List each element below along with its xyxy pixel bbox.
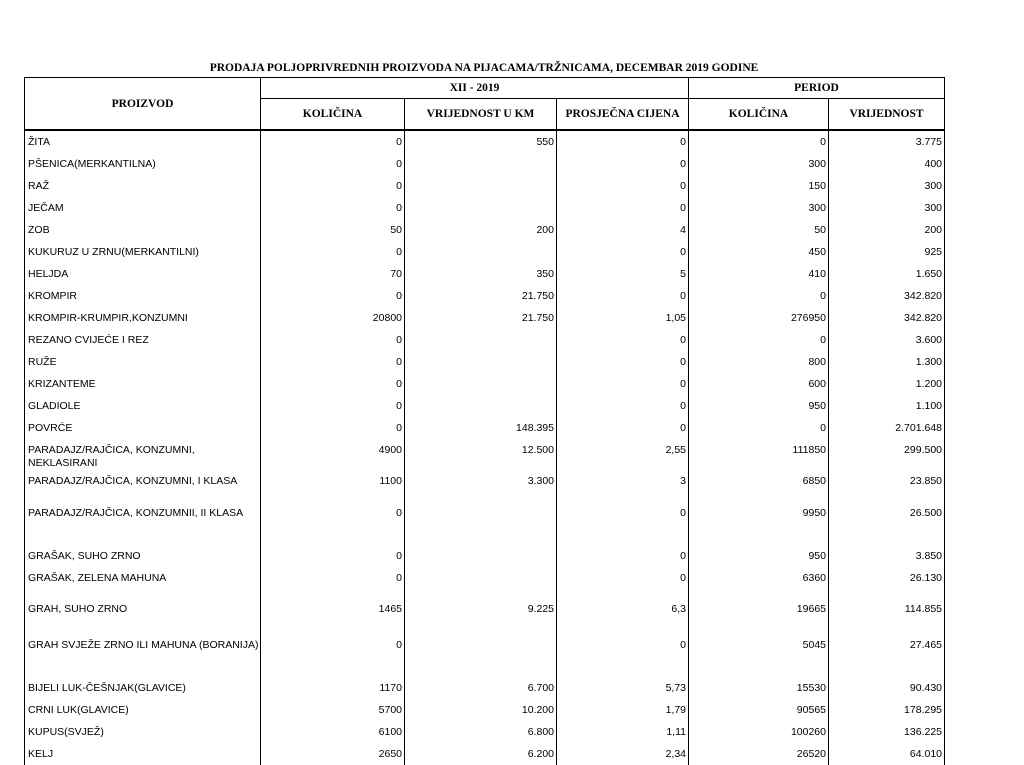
value-cell [405, 241, 557, 263]
value-cell: 200 [405, 219, 557, 241]
product-name: CRNI LUK(GLAVICE) [25, 699, 261, 721]
quantity-cell: 6100 [261, 721, 405, 743]
period-value-cell: 342.820 [829, 307, 945, 329]
value-cell [405, 197, 557, 219]
table-row [25, 197, 945, 219]
quantity-cell: 0 [261, 285, 405, 307]
avg-price-cell: 0 [557, 285, 689, 307]
quantity-cell: 0 [261, 395, 405, 417]
product-name: KRIZANTEME [25, 373, 261, 395]
product-name: KELJ [25, 743, 261, 765]
period-value-cell: 1.200 [829, 373, 945, 395]
header-period-quantity: KOLIČINA [689, 99, 829, 131]
period-quantity-cell: 6360 [689, 567, 829, 598]
value-cell: 148.395 [405, 417, 557, 439]
period-quantity-cell: 0 [689, 130, 829, 153]
avg-price-cell: 4 [557, 219, 689, 241]
value-cell [405, 153, 557, 175]
table-row [25, 677, 945, 699]
table-row [25, 439, 945, 470]
header-quantity: KOLIČINA [261, 99, 405, 131]
period-value-cell: 136.225 [829, 721, 945, 743]
quantity-cell: 20800 [261, 307, 405, 329]
period-quantity-cell: 15530 [689, 677, 829, 699]
table-row [25, 502, 945, 545]
table-row [25, 634, 945, 677]
product-name: KROMPIR [25, 285, 261, 307]
product-name: GRAH SVJEŽE ZRNO ILI MAHUNA (BORANIJA) [25, 634, 261, 677]
product-name: POVRĆE [25, 417, 261, 439]
header-period-group: PERIOD [689, 78, 945, 99]
avg-price-cell: 0 [557, 417, 689, 439]
table-row [25, 699, 945, 721]
value-cell [405, 502, 557, 545]
avg-price-cell: 1,11 [557, 721, 689, 743]
period-value-cell: 3.775 [829, 130, 945, 153]
product-name: ŽITA [25, 130, 261, 153]
value-cell: 350 [405, 263, 557, 285]
period-quantity-cell: 0 [689, 417, 829, 439]
report-title: PRODAJA POLJOPRIVREDNIH PROIZVODA NA PIJACAMA/TRŽNICAMA, DECEMBAR 2019 GODINE [209, 62, 759, 74]
header-period-value: VRIJEDNOST [829, 99, 945, 131]
table-row [25, 130, 945, 153]
product-name: GRAŠAK, ZELENA MAHUNA [25, 567, 261, 598]
table-body [25, 130, 945, 765]
header-avg-price: PROSJEČNA CIJENA [557, 99, 689, 131]
avg-price-cell: 0 [557, 634, 689, 677]
table-row [25, 285, 945, 307]
value-cell [405, 634, 557, 677]
avg-price-cell: 1,05 [557, 307, 689, 329]
avg-price-cell: 0 [557, 175, 689, 197]
period-value-cell: 1.100 [829, 395, 945, 417]
avg-price-cell: 0 [557, 567, 689, 598]
value-cell: 550 [405, 130, 557, 153]
period-value-cell: 27.465 [829, 634, 945, 677]
period-value-cell: 300 [829, 175, 945, 197]
sales-table [24, 77, 945, 765]
period-value-cell: 64.010 [829, 743, 945, 765]
quantity-cell: 2650 [261, 743, 405, 765]
product-name: HELJDA [25, 263, 261, 285]
quantity-cell: 4900 [261, 439, 405, 470]
period-value-cell: 300 [829, 197, 945, 219]
period-quantity-cell: 19665 [689, 598, 829, 634]
value-cell: 10.200 [405, 699, 557, 721]
period-value-cell: 299.500 [829, 439, 945, 470]
table-row [25, 743, 945, 765]
table-row [25, 598, 945, 634]
quantity-cell: 0 [261, 329, 405, 351]
product-name: RUŽE [25, 351, 261, 373]
period-value-cell: 200 [829, 219, 945, 241]
period-quantity-cell: 600 [689, 373, 829, 395]
avg-price-cell: 3 [557, 470, 689, 502]
value-cell [405, 373, 557, 395]
period-value-cell: 114.855 [829, 598, 945, 634]
value-cell: 21.750 [405, 307, 557, 329]
period-quantity-cell: 50 [689, 219, 829, 241]
period-quantity-cell: 150 [689, 175, 829, 197]
period-quantity-cell: 5045 [689, 634, 829, 677]
value-cell [405, 395, 557, 417]
avg-price-cell: 0 [557, 197, 689, 219]
table-row [25, 470, 945, 502]
header-product: PROIZVOD [25, 78, 261, 131]
period-quantity-cell: 9950 [689, 502, 829, 545]
table-row [25, 373, 945, 395]
product-name: ZOB [25, 219, 261, 241]
product-name: JEČAM [25, 197, 261, 219]
period-quantity-cell: 800 [689, 351, 829, 373]
value-cell: 12.500 [405, 439, 557, 470]
product-name: REZANO CVIJEĆE I REZ [25, 329, 261, 351]
value-cell: 21.750 [405, 285, 557, 307]
quantity-cell: 0 [261, 502, 405, 545]
product-name: PARADAJZ/RAJČICA, KONZUMNII, II KLASA [25, 502, 261, 545]
product-name: BIJELI LUK-ČEŠNJAK(GLAVICE) [25, 677, 261, 699]
avg-price-cell: 6,3 [557, 598, 689, 634]
quantity-cell: 0 [261, 175, 405, 197]
quantity-cell: 0 [261, 634, 405, 677]
quantity-cell: 5700 [261, 699, 405, 721]
quantity-cell: 50 [261, 219, 405, 241]
product-name: KUPUS(SVJEŽ) [25, 721, 261, 743]
period-value-cell: 26.500 [829, 502, 945, 545]
avg-price-cell: 0 [557, 329, 689, 351]
value-cell [405, 567, 557, 598]
value-cell: 9.225 [405, 598, 557, 634]
avg-price-cell: 0 [557, 351, 689, 373]
table-row [25, 175, 945, 197]
period-quantity-cell: 410 [689, 263, 829, 285]
product-name: KROMPIR-KRUMPIR,KONZUMNI [25, 307, 261, 329]
table-row [25, 545, 945, 567]
quantity-cell: 70 [261, 263, 405, 285]
avg-price-cell: 0 [557, 395, 689, 417]
period-value-cell: 342.820 [829, 285, 945, 307]
period-quantity-cell: 100260 [689, 721, 829, 743]
period-quantity-cell: 0 [689, 329, 829, 351]
value-cell: 6.700 [405, 677, 557, 699]
value-cell [405, 175, 557, 197]
avg-price-cell: 0 [557, 130, 689, 153]
period-value-cell: 2.701.648 [829, 417, 945, 439]
product-name: GRAŠAK, SUHO ZRNO [25, 545, 261, 567]
avg-price-cell: 5,73 [557, 677, 689, 699]
table-row [25, 567, 945, 598]
quantity-cell: 0 [261, 567, 405, 598]
table-row [25, 263, 945, 285]
avg-price-cell: 5 [557, 263, 689, 285]
product-name: RAŽ [25, 175, 261, 197]
avg-price-cell: 0 [557, 545, 689, 567]
quantity-cell: 1100 [261, 470, 405, 502]
period-value-cell: 1.650 [829, 263, 945, 285]
period-value-cell: 90.430 [829, 677, 945, 699]
quantity-cell: 1465 [261, 598, 405, 634]
value-cell [405, 545, 557, 567]
period-quantity-cell: 6850 [689, 470, 829, 502]
period-quantity-cell: 300 [689, 153, 829, 175]
quantity-cell: 0 [261, 545, 405, 567]
period-quantity-cell: 450 [689, 241, 829, 263]
period-quantity-cell: 950 [689, 395, 829, 417]
period-value-cell: 23.850 [829, 470, 945, 502]
value-cell: 6.800 [405, 721, 557, 743]
quantity-cell: 0 [261, 153, 405, 175]
table-row [25, 219, 945, 241]
product-name: GRAH, SUHO ZRNO [25, 598, 261, 634]
quantity-cell: 0 [261, 417, 405, 439]
avg-price-cell: 0 [557, 373, 689, 395]
quantity-cell: 0 [261, 373, 405, 395]
avg-price-cell: 0 [557, 241, 689, 263]
period-quantity-cell: 111850 [689, 439, 829, 470]
product-name: PARADAJZ/RAJČICA, KONZUMNI, NEKLASIRANI [25, 439, 261, 470]
period-value-cell: 3.850 [829, 545, 945, 567]
table-row [25, 351, 945, 373]
table-row [25, 153, 945, 175]
header-value-km: VRIJEDNOST U KM [405, 99, 557, 131]
table-row [25, 417, 945, 439]
product-name: KUKURUZ U ZRNU(MERKANTILNI) [25, 241, 261, 263]
period-value-cell: 178.295 [829, 699, 945, 721]
avg-price-cell: 2,55 [557, 439, 689, 470]
period-quantity-cell: 300 [689, 197, 829, 219]
product-name: GLADIOLE [25, 395, 261, 417]
value-cell [405, 351, 557, 373]
period-value-cell: 3.600 [829, 329, 945, 351]
table-row [25, 241, 945, 263]
period-value-cell: 925 [829, 241, 945, 263]
quantity-cell: 0 [261, 197, 405, 219]
period-quantity-cell: 276950 [689, 307, 829, 329]
table-row [25, 329, 945, 351]
table-row [25, 307, 945, 329]
product-name: PARADAJZ/RAJČICA, KONZUMNI, I KLASA [25, 470, 261, 502]
table-row [25, 721, 945, 743]
period-value-cell: 1.300 [829, 351, 945, 373]
header-month-group: XII - 2019 [261, 78, 689, 99]
period-value-cell: 400 [829, 153, 945, 175]
value-cell [405, 329, 557, 351]
avg-price-cell: 1,79 [557, 699, 689, 721]
period-quantity-cell: 950 [689, 545, 829, 567]
quantity-cell: 1170 [261, 677, 405, 699]
avg-price-cell: 2,34 [557, 743, 689, 765]
product-name: PŠENICA(MERKANTILNA) [25, 153, 261, 175]
quantity-cell: 0 [261, 130, 405, 153]
period-quantity-cell: 26520 [689, 743, 829, 765]
table-row [25, 395, 945, 417]
quantity-cell: 0 [261, 351, 405, 373]
avg-price-cell: 0 [557, 502, 689, 545]
period-quantity-cell: 0 [689, 285, 829, 307]
period-value-cell: 26.130 [829, 567, 945, 598]
avg-price-cell: 0 [557, 153, 689, 175]
value-cell: 6.200 [405, 743, 557, 765]
quantity-cell: 0 [261, 241, 405, 263]
period-quantity-cell: 90565 [689, 699, 829, 721]
value-cell: 3.300 [405, 470, 557, 502]
